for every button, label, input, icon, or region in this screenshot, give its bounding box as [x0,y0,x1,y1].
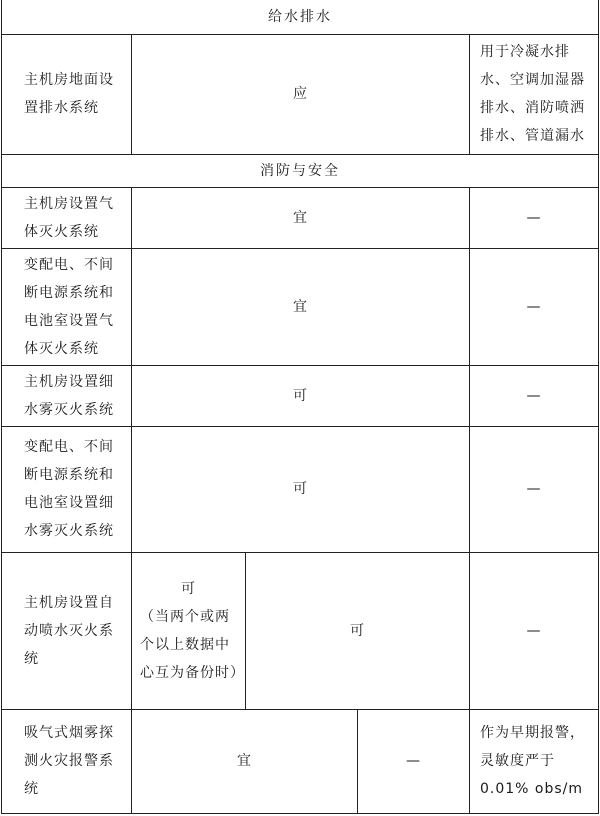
row-note: 用于冷凝水排水、空调加湿器排水、消防喷洒排水、管道漏水 [470,34,599,154]
requirements-table [1,0,599,814]
section-title-water: 给水排水 [2,0,599,34]
section-title-fire: 消防与安全 [2,154,599,187]
table-row-mist-room [2,365,599,426]
table-row-gas-room [2,187,599,248]
table-row-gas-power [2,248,599,365]
row-label: 主机房设置自动喷水灭火系统 [2,552,132,709]
row-label: 主机房地面设置排水系统 [2,34,132,154]
table-row-mist-power [2,426,599,552]
section-row-water [2,0,599,34]
row-value: 可 [132,365,470,426]
row-value: 宜 [132,248,470,365]
row-value-a-condition: （当两个或两个以上数据中心互为备份时） [140,608,245,681]
row-value: 应 [132,34,470,154]
row-note: — [470,552,599,709]
table-row-sprinkler [2,552,599,709]
spec-table-page [1,0,598,813]
row-note: — [470,426,599,552]
table-row-smoke [2,709,599,813]
row-label: 主机房设置气体灭火系统 [2,187,132,248]
row-value-b: — [358,709,470,813]
row-label: 变配电、不间断电源系统和电池室设置气体灭火系统 [2,248,132,365]
row-note: — [470,248,599,365]
row-value-a: 宜 [132,709,358,813]
row-label: 主机房设置细水雾灭火系统 [2,365,132,426]
row-value-b: 可 [246,552,470,709]
row-value: 宜 [132,187,470,248]
row-label: 吸气式烟雾探测火灾报警系统 [2,709,132,813]
row-label: 变配电、不间断电源系统和电池室设置细水雾灭火系统 [2,426,132,552]
section-row-fire [2,154,599,187]
row-note: 作为早期报警，灵敏度严于0.01% obs/m [470,709,599,813]
row-note: — [470,365,599,426]
row-value: 可 [132,426,470,552]
table-row-drainage [2,34,599,154]
row-value-a-main: 可 [181,580,196,597]
row-value-a [132,552,246,709]
row-note: — [470,187,599,248]
